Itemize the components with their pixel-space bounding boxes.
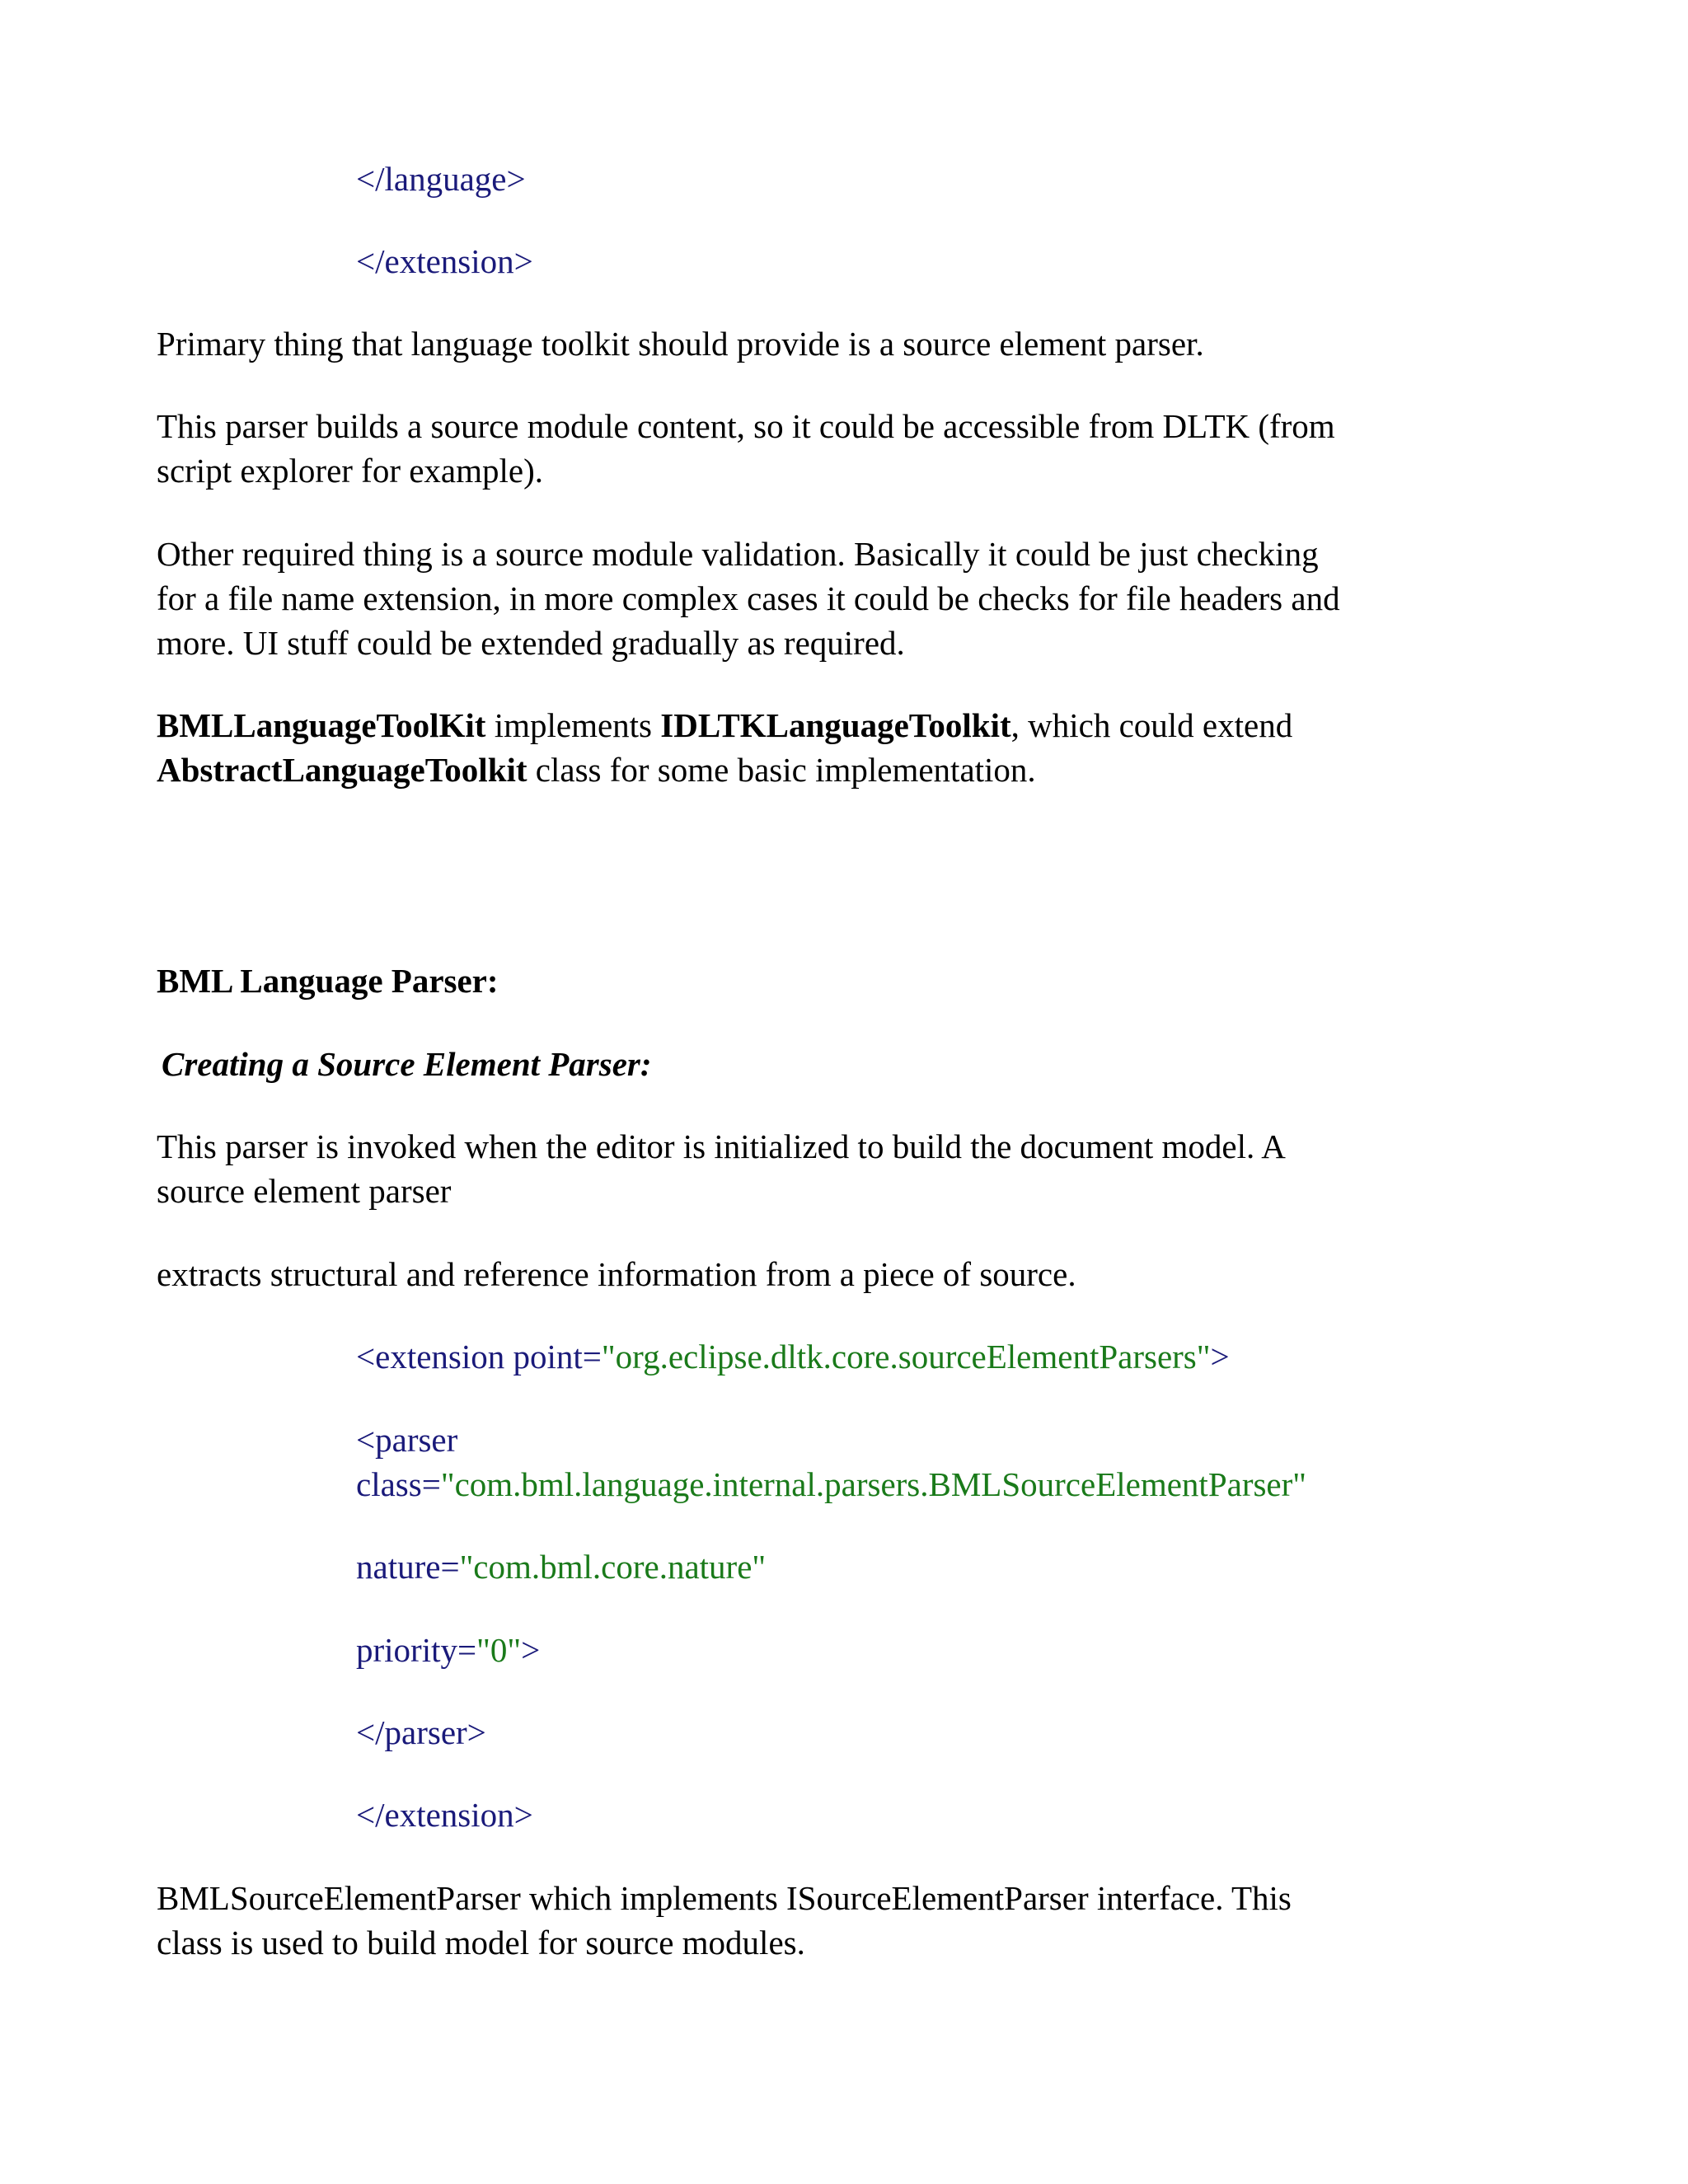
code-extension-tag-close: > (1210, 1338, 1230, 1376)
paragraph-bmlsourceelementparser-line1: BMLSourceElementParser which implements ISourceElementParser interface. This (157, 1879, 1292, 1917)
paragraph-parser-builds-line1: This parser builds a source module content, so it could be accessible from DLTK (from (157, 407, 1335, 445)
code-extension-point-value: "org.eclipse.dltk.core.sourceElementParsers" (601, 1338, 1211, 1376)
paragraph-toolkit-line1 (157, 703, 1292, 748)
code-priority-tag-close: > (521, 1631, 541, 1669)
paragraph-toolkit-text2: , which could extend (1010, 706, 1293, 744)
section-heading: BML Language Parser: (157, 962, 499, 1000)
code-extension-open (356, 1334, 1230, 1379)
code-priority-attr-name: priority= (356, 1631, 477, 1669)
paragraph-toolkit-text3: class for some basic implementation. (527, 751, 1036, 789)
class-name-abstractlanguagetoolkit: AbstractLanguageToolkit (157, 751, 528, 789)
code-close-extension: </extension> (356, 242, 533, 280)
paragraph-bmlsourceelementparser-line2: class is used to build model for source modules. (157, 1924, 805, 1961)
code-class-attr-value: "com.bml.language.internal.parsers.BMLSourceElementParser" (440, 1465, 1307, 1503)
code-parser-close: </parser> (356, 1713, 486, 1751)
code-class-attr-name: class= (356, 1465, 441, 1503)
code-nature-attribute (356, 1544, 766, 1589)
code-extension-tag: <extension point= (356, 1338, 602, 1376)
code-close-language: </language> (356, 160, 526, 198)
code-extension-close: </extension> (356, 1796, 533, 1834)
code-priority-attr-value: "0" (476, 1631, 522, 1669)
section-subheading: Creating a Source Element Parser: (162, 1045, 652, 1083)
class-name-bmllanguagetoolkit: BMLLanguageToolKit (157, 706, 486, 744)
code-class-attribute (356, 1462, 1306, 1507)
paragraph-primary-thing: Primary thing that language toolkit should provide is a source element parser. (157, 325, 1204, 363)
paragraph-extracts: extracts structural and reference information from a piece of source. (157, 1255, 1076, 1293)
code-parser-open: <parser (356, 1421, 458, 1459)
paragraph-parser-invoked-line1: This parser is invoked when the editor is initialized to build the document model. A (157, 1127, 1286, 1165)
paragraph-toolkit-text1: implements (485, 706, 661, 744)
paragraph-parser-invoked-line2: source element parser (157, 1172, 452, 1210)
class-name-idltklanguagetoolkit: IDLTKLanguageToolkit (660, 706, 1011, 744)
code-priority-attribute (356, 1628, 540, 1672)
paragraph-validation-line1: Other required thing is a source module validation. Basically it could be just checking (157, 535, 1319, 573)
code-nature-attr-value: "com.bml.core.nature" (459, 1548, 767, 1586)
paragraph-validation-line2: for a file name extension, in more complex cases it could be checks for file headers and (157, 579, 1340, 617)
paragraph-parser-builds-line2: script explorer for example). (157, 452, 544, 490)
code-nature-attr-name: nature= (356, 1548, 460, 1586)
paragraph-toolkit-line2 (157, 748, 1036, 792)
paragraph-validation-line3: more. UI stuff could be extended gradually as required. (157, 624, 905, 662)
